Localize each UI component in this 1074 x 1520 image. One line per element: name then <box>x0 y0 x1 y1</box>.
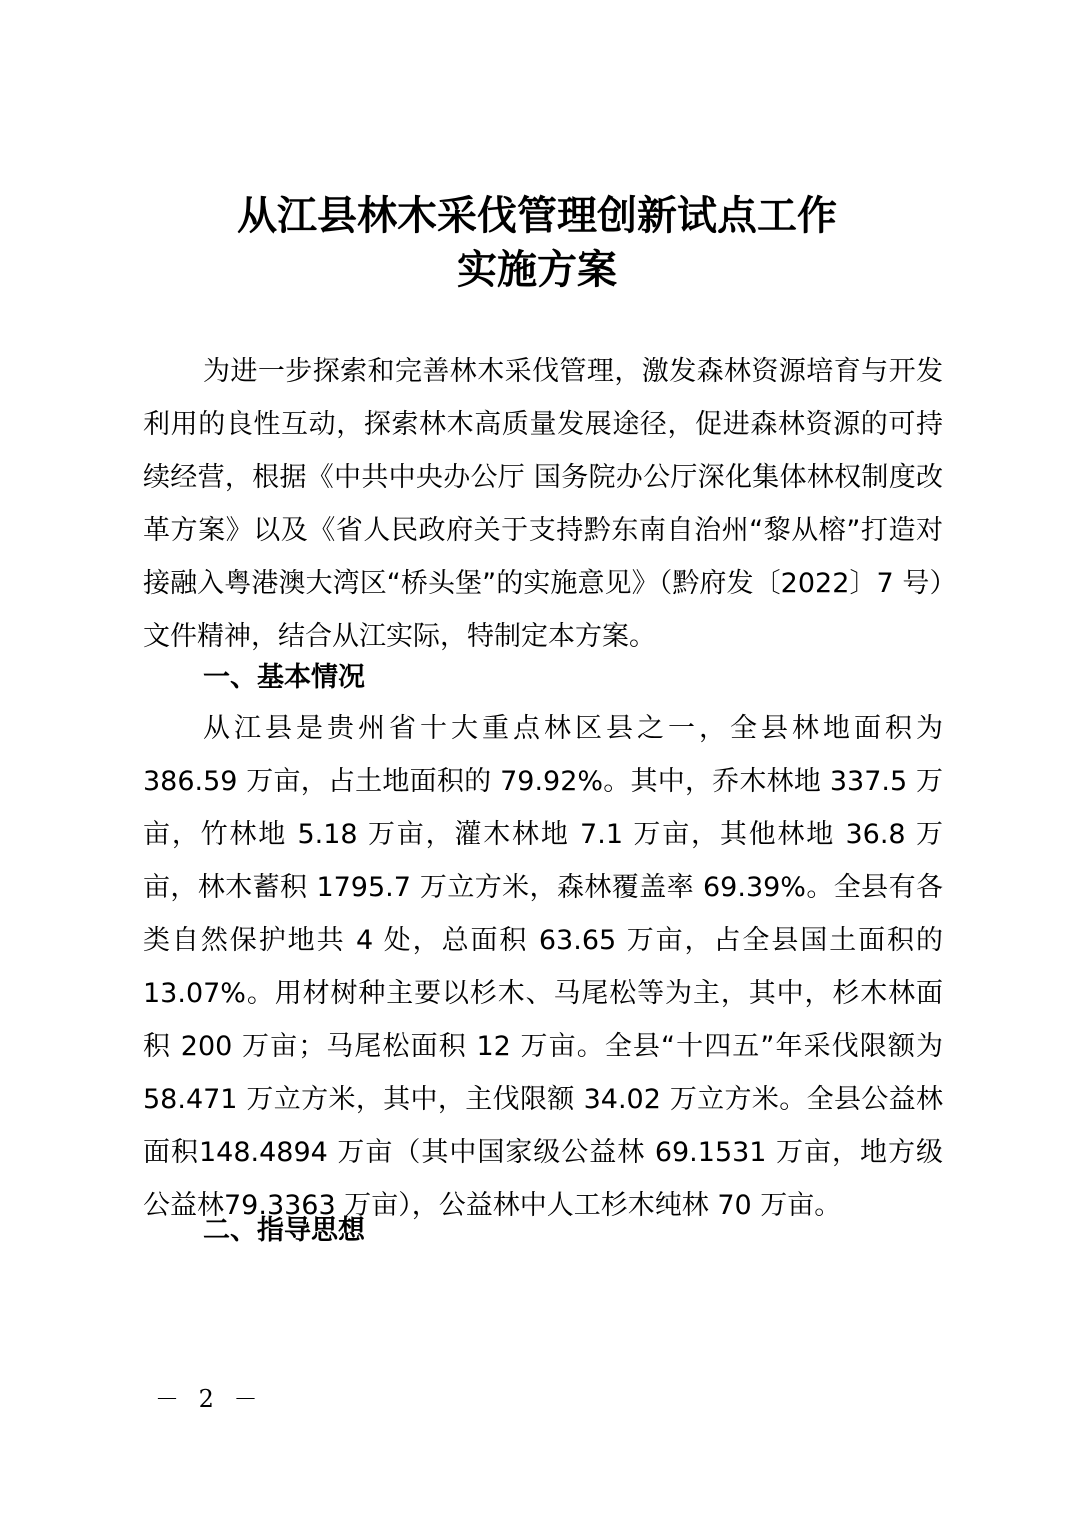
page-number: － 2 － <box>155 1385 264 1413</box>
basic-situation-paragraph: 从江县是贵州省十大重点林区县之一，全县林地面积为386.59 万亩，占土地面积的 79.92%。其中，乔木林地 337.5 万亩，竹林地 5.18 万亩，灌木林地 7.1 万亩，其他林地 36.8 万亩，林木蓄积 1795.7 万立方米，森林覆盖率 69.39%。全县有各类自然保护地共 4 处，总面积 63.65 万亩，占全县国土面积的 13.07%。用材树种主要以杉木、马尾松等为主，其中，杉木林面积 200 万亩；马尾松面积 12 万亩。全县“十四五”年采伐限额为 58.471 万立方米，其中，主伐限额 34.02 万立方米。全县公益林面积148.4894 万亩（其中国家级公益林 69.1531 万亩，地方级公益林79.3363 万亩），公益林中人工杉木纯林 70 万亩。 <box>143 713 943 1221</box>
document-title-line1: 从江县林木采伐管理创新试点工作 <box>237 192 837 239</box>
section-heading-basic-situation: 一、基本情况 <box>203 662 365 693</box>
intro-paragraph: 为进一步探索和完善林木采伐管理，激发森林资源培育与开发利用的良性互动，探索林木高质量发展途径，促进森林资源的可持续经营，根据《中共中央办公厅 国务院办公厅深化集体林权制度改革方案》以及《省人民政府关于支持黔东南自治州“黎从榕”打造对接融入粤港澳大湾区“桥头堡”的实施意见》（黔府发〔2022〕7 号）文件精神，结合从江实际，特制定本方案。 <box>143 356 943 652</box>
document-title-line2: 实施方案 <box>457 246 617 293</box>
section-heading-guiding-ideology: 二、指导思想 <box>203 1215 365 1246</box>
